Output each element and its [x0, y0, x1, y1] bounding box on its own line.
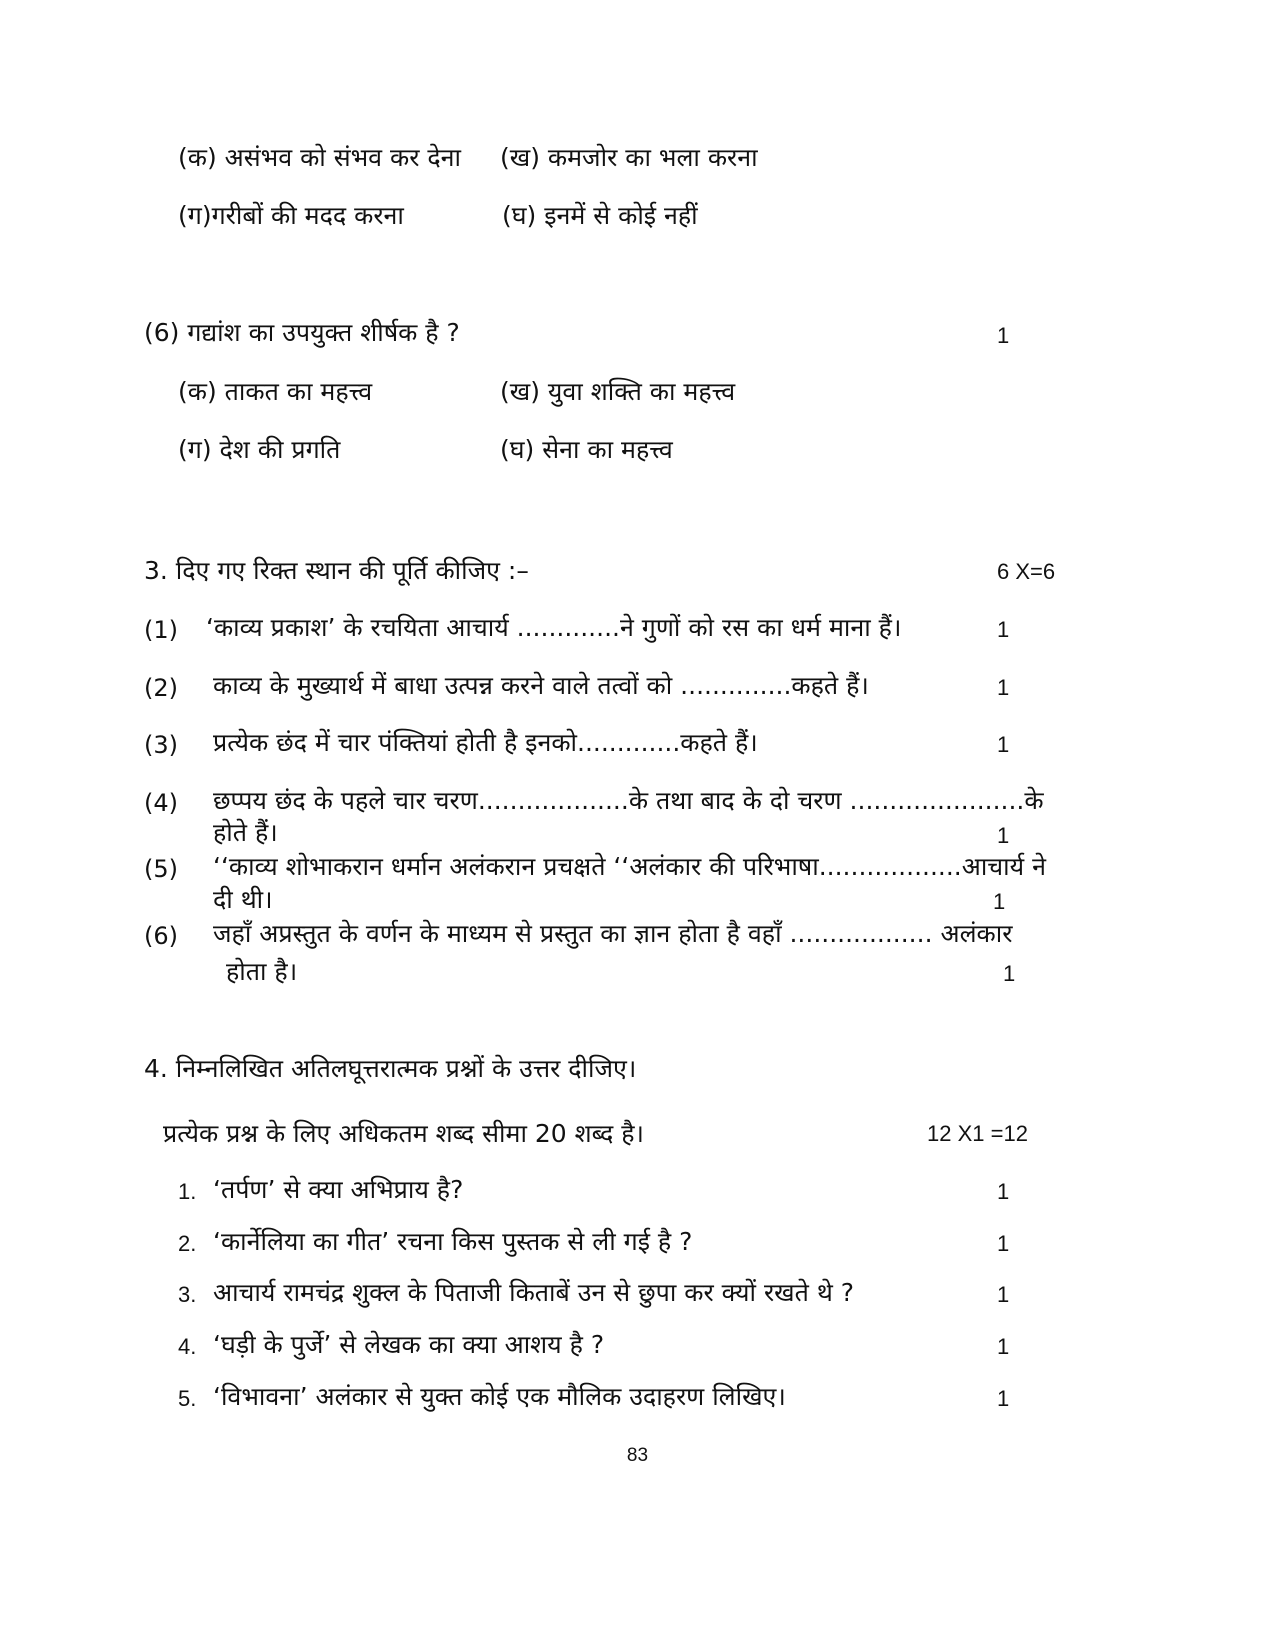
s4-item-4-text: ‘घड़ी के पुर्जे’ से लेखक का क्या आशय है ? — [213, 1330, 605, 1359]
s4-item-5-number: 5. — [178, 1386, 197, 1411]
s4-item-5-marks: 1 — [997, 1386, 1010, 1411]
q6-option-a: (क) ताकत का महत्त्व — [178, 377, 373, 406]
s3-item-6-number: (6) — [144, 922, 178, 950]
q5-option-a: (क) असंभव को संभव कर देना — [178, 143, 462, 172]
q6-option-c: (ग) देश की प्रगति — [178, 435, 341, 464]
s4-item-1-text: ‘तर्पण’ से क्या अभिप्राय है? — [213, 1175, 464, 1204]
s4-item-2-text: ‘कार्नेलिया का गीत’ रचना किस पुस्तक से ली गई है ? — [213, 1227, 693, 1256]
s4-item-3-marks: 1 — [997, 1282, 1010, 1307]
s3-item-4-marks: 1 — [997, 823, 1010, 848]
s3-item-4-number: (4) — [144, 789, 178, 817]
q6-question: (6) गद्यांश का उपयुक्त शीर्षक है ? — [144, 318, 460, 347]
q5-option-b: (ख) कमजोर का भला करना — [500, 143, 758, 172]
s3-item-1-text: ‘काव्य प्रकाश’ के रचयिता आचार्य .............ने गुणों को रस का धर्म माना हैं। — [206, 613, 902, 642]
q6-option-b: (ख) युवा शक्ति का महत्त्व — [500, 377, 736, 406]
section3-marks: 6 X=6 — [997, 559, 1056, 584]
s4-item-4-number: 4. — [178, 1334, 197, 1359]
s3-item-4-text: छप्पय छंद के पहले चार चरण...................के तथा बाद के दो चरण ......................के — [213, 786, 1044, 815]
s3-item-1-marks: 1 — [997, 617, 1010, 642]
s3-item-4-text-cont: होते हैं। — [213, 818, 278, 847]
s3-item-3-text: प्रत्येक छंद में चार पंक्तियां होती है इनको.............कहते हैं। — [213, 728, 758, 757]
s3-item-5-number: (5) — [144, 855, 178, 883]
s4-item-5-text: ‘विभावना’ अलंकार से युक्त कोई एक मौलिक उदाहरण लिखिए। — [213, 1382, 786, 1411]
s4-item-1-marks: 1 — [997, 1179, 1010, 1204]
s4-item-2-marks: 1 — [997, 1231, 1010, 1256]
s4-item-4-marks: 1 — [997, 1334, 1010, 1359]
s4-item-2-number: 2. — [178, 1231, 197, 1256]
q6-option-d: (घ) सेना का महत्त्व — [500, 435, 673, 464]
s3-item-6-marks: 1 — [1003, 961, 1016, 986]
s3-item-5-marks: 1 — [993, 889, 1006, 914]
s4-item-1-number: 1. — [178, 1179, 197, 1204]
s4-item-3-number: 3. — [178, 1282, 197, 1307]
s3-item-3-number: (3) — [144, 731, 178, 759]
section4-subheading: प्रत्येक प्रश्न के लिए अधिकतम शब्द सीमा 20 शब्द है। — [163, 1119, 644, 1148]
section4-heading: 4. निम्नलिखित अतिलघूत्तरात्मक प्रश्नों के उत्तर दीजिए। — [144, 1054, 637, 1083]
s3-item-3-marks: 1 — [997, 732, 1010, 757]
page-number: 83 — [626, 1445, 649, 1466]
q6-marks: 1 — [997, 323, 1010, 348]
s3-item-6-text-cont: होता है। — [226, 957, 298, 986]
q5-option-c: (ग)गरीबों की मदद करना — [178, 201, 404, 230]
s3-item-6-text: जहाँ अप्रस्तुत के वर्णन के माध्यम से प्रस्तुत का ज्ञान होता है वहाँ .................. अलंकार — [213, 919, 1013, 948]
section3-heading: 3. दिए गए रिक्त स्थान की पूर्ति कीजिए :– — [144, 556, 529, 585]
s3-item-2-marks: 1 — [997, 675, 1010, 700]
q5-option-d: (घ) इनमें से कोई नहीं — [502, 201, 698, 230]
s3-item-1-number: (1) — [144, 616, 178, 644]
s3-item-5-text-cont: दी थी। — [213, 885, 273, 914]
s3-item-2-number: (2) — [144, 674, 178, 702]
s3-item-2-text: काव्य के मुख्यार्थ में बाधा उत्पन्न करने वाले तत्वों को ..............कहते हैं। — [213, 671, 869, 700]
s3-item-5-text: ‘‘काव्य शोभाकरान धर्मान अलंकरान प्रचक्षते ‘‘अलंकार की परिभाषा..................आचार्य ने — [213, 852, 1046, 881]
section4-marks: 12 X1 =12 — [927, 1121, 1028, 1146]
s4-item-3-text: आचार्य रामचंद्र शुक्ल के पिताजी किताबें उन से छुपा कर क्यों रखते थे ? — [213, 1278, 855, 1307]
